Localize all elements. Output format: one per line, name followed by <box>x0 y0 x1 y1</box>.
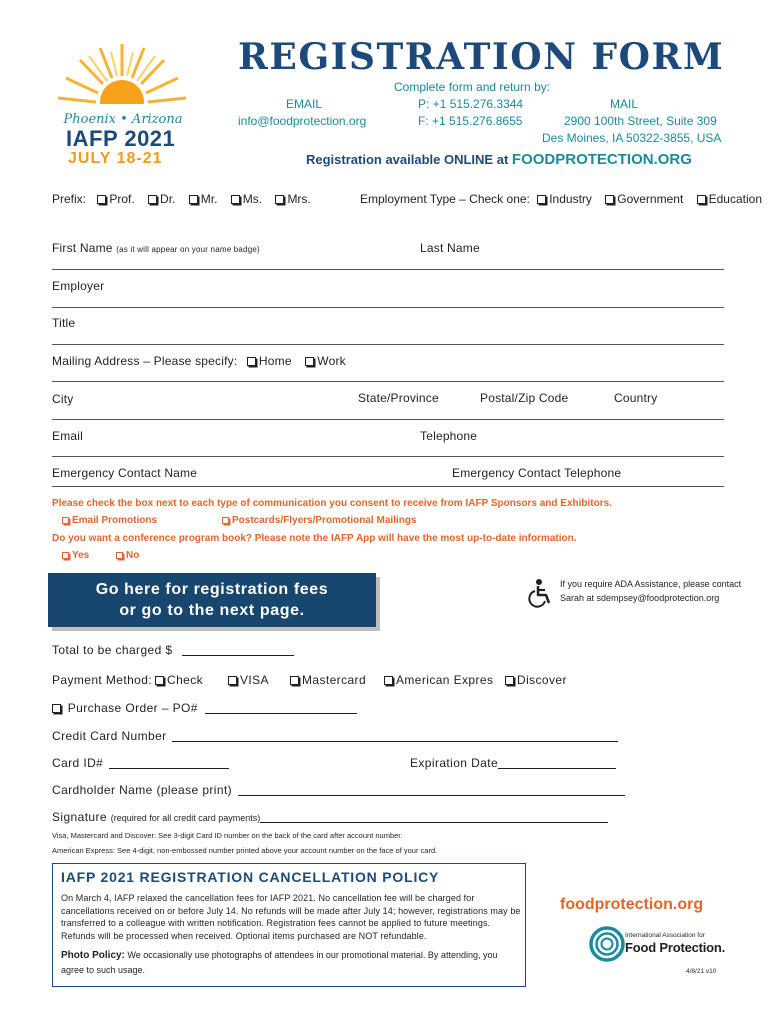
prefix-label: Prefix: <box>52 192 87 206</box>
divider <box>52 419 724 420</box>
ada-line-1: If you require ADA Assistance, please contact <box>560 579 742 589</box>
purchase-order-input[interactable] <box>205 702 357 714</box>
zip-label[interactable]: Postal/Zip Code <box>480 391 569 405</box>
policy-body: On March 4, IAFP relaxed the cancellation fees for IAFP 2021. No cancellation fee will be charged for cancellations received on or before July 14. No refunds will be made after July 14; however, registrations may be transferred to a colleague with written notification. Registration fees cannot be applied to future meetings. Refunds will be processed when received. Optional items purchased are NOT refundable. <box>61 893 521 941</box>
total-input[interactable] <box>182 644 294 656</box>
checkbox[interactable] <box>148 195 157 204</box>
employment-row <box>360 192 762 206</box>
card-id-label: Card ID# <box>52 756 104 770</box>
credit-card-label: Credit Card Number <box>52 729 167 743</box>
mail-label: MAIL <box>610 97 639 111</box>
return-instructions: Complete form and return by: <box>394 80 551 94</box>
footer-site-link[interactable]: foodprotection.org <box>560 896 704 913</box>
email-label: EMAIL <box>286 97 323 111</box>
signature-input[interactable] <box>260 811 608 823</box>
logo-city: Phoenix • Arizona <box>63 112 183 127</box>
telephone-label[interactable]: Telephone <box>420 429 478 443</box>
prefix-row <box>52 192 311 206</box>
checkbox[interactable] <box>290 676 299 685</box>
first-name-label: First Name <box>52 241 113 255</box>
employment-industry[interactable]: Industry <box>537 192 592 206</box>
cancellation-policy-box <box>52 863 526 987</box>
divider <box>52 486 724 487</box>
total-charged[interactable] <box>52 643 294 657</box>
city-label[interactable]: City <box>52 392 74 406</box>
purchase-order[interactable] <box>52 701 357 715</box>
checkbox[interactable] <box>305 357 314 366</box>
version-stamp: 4/8/21 v10 <box>686 968 717 975</box>
online-site-link[interactable]: FOODPROTECTION.ORG <box>511 151 692 168</box>
emergency-telephone-label[interactable]: Emergency Contact Telephone <box>452 466 622 480</box>
payment-visa[interactable]: VISA <box>228 673 269 687</box>
mailing-address-row <box>52 354 346 368</box>
payment-mastercard[interactable]: Mastercard <box>290 673 366 687</box>
expiration-date[interactable] <box>410 756 616 770</box>
expiration-label: Expiration Date <box>410 756 499 770</box>
fees-line-2: or go to the next page. <box>119 602 305 619</box>
checkbox[interactable] <box>537 195 546 204</box>
prefix-mr[interactable]: Mr. <box>189 192 218 206</box>
total-label: Total to be charged $ <box>52 643 173 657</box>
consent-text: Please check the box next to each type of communication you consent to receive from IAFP Sponsors and Exhibitors. <box>52 498 612 509</box>
credit-card-number[interactable] <box>52 729 618 743</box>
prefix-dr[interactable]: Dr. <box>148 192 175 206</box>
photo-policy <box>61 948 521 977</box>
checkbox[interactable] <box>247 357 256 366</box>
first-name-note: (as it will appear on your name badge) <box>116 245 260 254</box>
checkbox[interactable] <box>155 676 164 685</box>
mailing-address-label: Mailing Address – Please specify: <box>52 354 238 368</box>
checkbox[interactable] <box>384 676 393 685</box>
photo-policy-label: Photo Policy: <box>61 950 125 961</box>
first-name-field[interactable] <box>52 241 260 255</box>
checkbox[interactable] <box>605 195 614 204</box>
checkbox[interactable] <box>97 195 106 204</box>
cardholder-name[interactable] <box>52 783 625 797</box>
signature-label: Signature <box>52 810 107 824</box>
email-field-label[interactable]: Email <box>52 429 84 443</box>
checkbox[interactable] <box>697 195 706 204</box>
photo-policy-text: We occasionally use photographs of attendees in our promotional material. By attending, you agree to such usage. <box>61 950 498 975</box>
payment-discover[interactable]: Discover <box>505 673 567 687</box>
cardholder-input[interactable] <box>238 784 625 796</box>
payment-check[interactable]: Check <box>155 673 203 687</box>
signature-note: (required for all credit card payments) <box>110 813 261 823</box>
country-label[interactable]: Country <box>614 391 658 405</box>
signature[interactable] <box>52 810 608 824</box>
mailing-home[interactable]: Home <box>247 354 292 368</box>
online-prefix: Registration available ONLINE at <box>306 152 509 167</box>
card-id-input[interactable] <box>109 757 229 769</box>
policy-title: IAFP 2021 REGISTRATION CANCELLATION POLICY <box>61 869 440 885</box>
page-title: REGISTRATION FORM <box>238 36 725 78</box>
mail-city: Des Moines, IA 50322-3855, USA <box>542 131 722 145</box>
divider <box>52 269 724 270</box>
purchase-order-label: Purchase Order – PO# <box>67 701 198 715</box>
employment-label: Employment Type – Check one: <box>360 192 530 206</box>
prefix-mrs[interactable]: Mrs. <box>275 192 310 206</box>
checkbox[interactable] <box>231 195 240 204</box>
cardholder-label: Cardholder Name (please print) <box>52 783 233 797</box>
checkbox[interactable] <box>62 552 69 559</box>
prefix-prof[interactable]: Prof. <box>97 192 134 206</box>
payment-amex[interactable]: American Expres <box>384 673 493 687</box>
employment-education[interactable]: Education <box>697 192 762 206</box>
program-book-yes[interactable]: Yes <box>62 550 89 561</box>
prefix-ms[interactable]: Ms. <box>231 192 262 206</box>
state-label[interactable]: State/Province <box>358 391 439 405</box>
checkbox[interactable] <box>228 676 237 685</box>
checkbox[interactable] <box>189 195 198 204</box>
program-book-question: Do you want a conference program book? Please note the IAFP App will have the most up-to-date information. <box>52 533 577 544</box>
wheelchair-icon <box>526 578 556 608</box>
checkbox[interactable] <box>62 517 69 524</box>
divider <box>52 307 724 308</box>
divider <box>52 344 724 345</box>
ada-line-2: Sarah at sdempsey@foodprotection.org <box>560 593 720 603</box>
online-registration <box>306 151 692 168</box>
title-label[interactable]: Title <box>52 316 76 330</box>
expiration-input[interactable] <box>498 757 616 769</box>
checkbox[interactable] <box>275 195 284 204</box>
phone-number: P: +1 515.276.3344 <box>418 97 524 111</box>
mailing-work[interactable]: Work <box>305 354 346 368</box>
consent-email-option[interactable]: Email Promotions <box>62 515 157 526</box>
iafp-logo-icon <box>589 926 625 962</box>
checkbox[interactable] <box>222 517 229 524</box>
fees-line-1: Go here for registration fees <box>95 581 329 598</box>
program-book-no[interactable]: No <box>116 550 139 561</box>
checkbox[interactable] <box>52 704 61 713</box>
event-logo <box>52 40 192 170</box>
divider <box>52 381 724 382</box>
employer-label[interactable]: Employer <box>52 279 105 293</box>
credit-card-input[interactable] <box>172 730 618 742</box>
fax-number: F: +1 515.276.8655 <box>418 114 523 128</box>
logo-dates: JULY 18-21 <box>68 150 163 167</box>
checkbox[interactable] <box>116 552 123 559</box>
employment-government[interactable]: Government <box>605 192 683 206</box>
registration-fees-button[interactable] <box>48 573 376 627</box>
org-name-line-1: International Association for <box>625 932 705 939</box>
last-name-label[interactable]: Last Name <box>420 241 480 255</box>
card-note-visa: Visa, Mastercard and Discover: See 3-digit Card ID number on the back of the card after account number. <box>52 831 403 840</box>
logo-event: IAFP 2021 <box>66 126 176 151</box>
card-note-amex: American Express: See 4-digit, non-embossed number printed above your account number on the face of your card. <box>52 846 438 855</box>
emergency-contact-label[interactable]: Emergency Contact Name <box>52 466 198 480</box>
card-id[interactable] <box>52 756 229 770</box>
divider <box>52 456 724 457</box>
payment-method-label: Payment Method: <box>52 673 153 687</box>
org-name-line-2: Food Protection. <box>625 940 726 955</box>
email-address[interactable]: info@foodprotection.org <box>238 114 367 128</box>
checkbox[interactable] <box>505 676 514 685</box>
mail-street: 2900 100th Street, Suite 309 <box>564 114 717 128</box>
consent-postcards-option[interactable]: Postcards/Flyers/Promotional Mailings <box>222 515 417 526</box>
